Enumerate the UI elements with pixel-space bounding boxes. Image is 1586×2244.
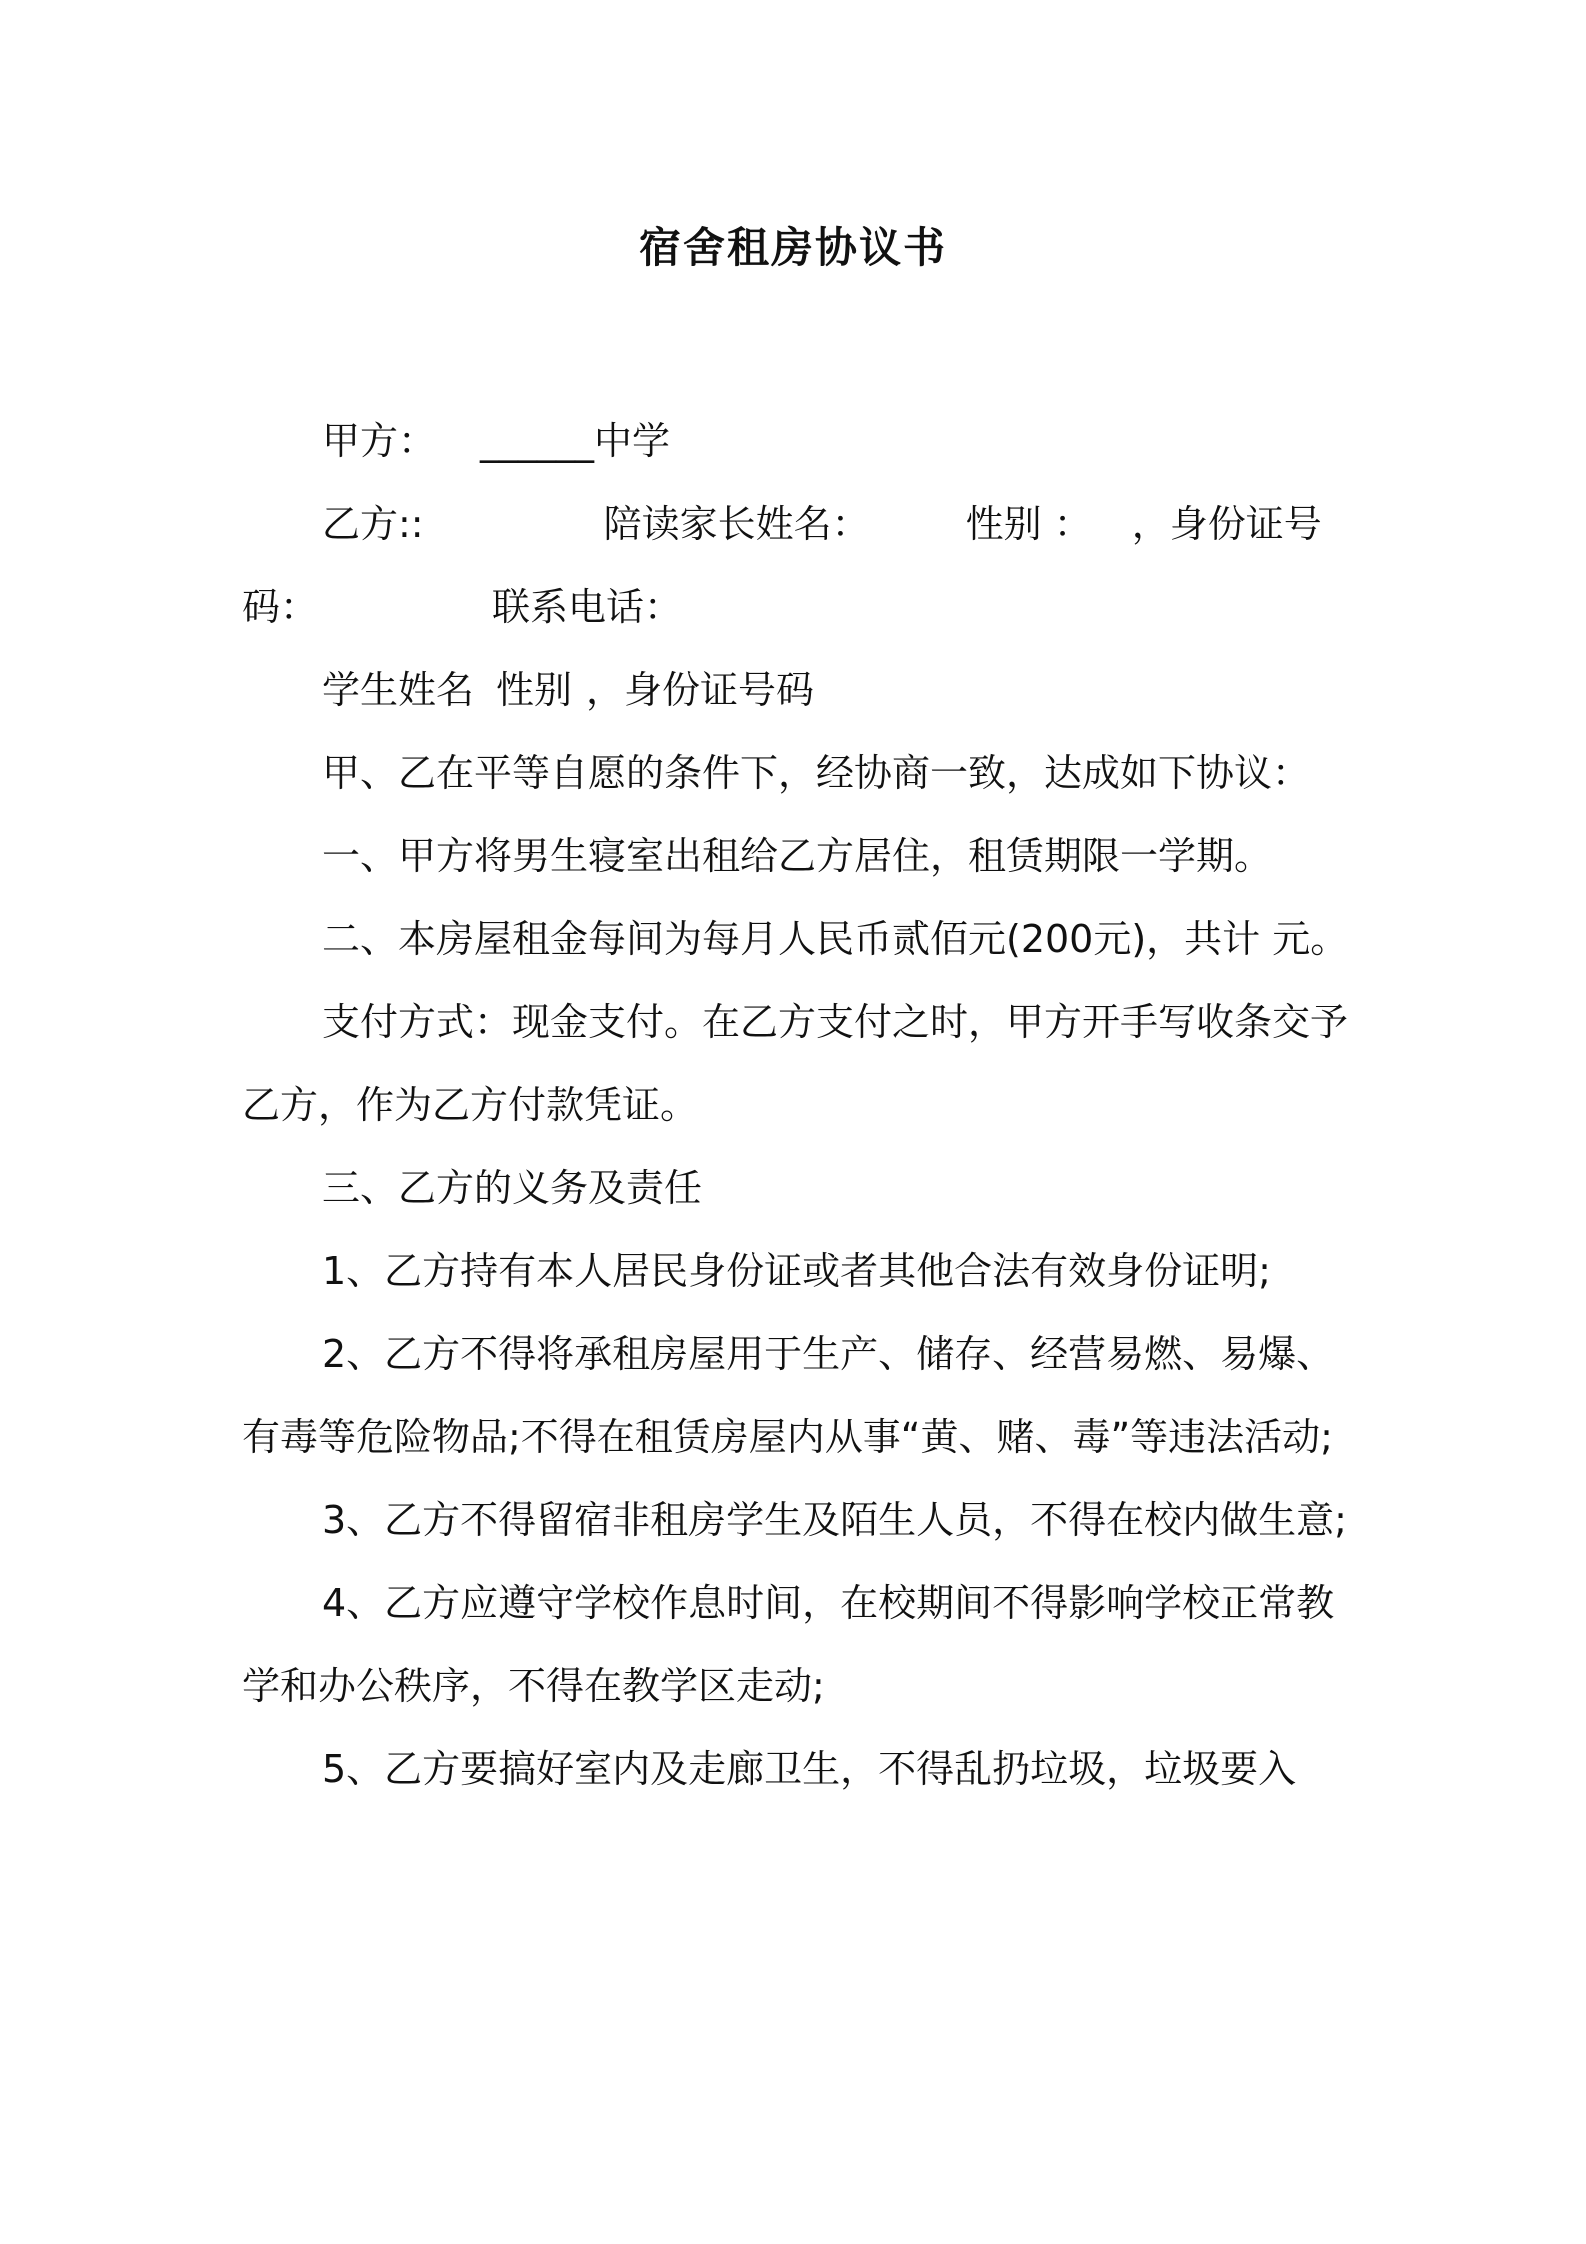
clause-3-item-3: 3、乙方不得留宿非租房学生及陌生人员，不得在校内做生意;	[322, 1498, 1347, 1542]
student-gender-label: 性别	[496, 668, 573, 712]
party-b-label: 乙方::	[322, 502, 424, 546]
clause-3-item-5: 5、乙方要搞好室内及走廊卫生，不得乱扔垃圾，垃圾要入	[322, 1747, 1297, 1791]
parent-phone-label: 联系电话：	[492, 585, 683, 629]
payment-method: 支付方式：现金支付。在乙方支付之时，甲方开手写收条交予乙方，作为乙方付款凭证。	[242, 1000, 1349, 1127]
parent-name-label: 陪读家长姓名：	[603, 502, 870, 546]
agreement-intro: 甲、乙在平等自愿的条件下，经协商一致，达成如下协议：	[322, 751, 1311, 795]
document-title: 宿舍租房协议书	[638, 223, 947, 272]
party-a-value: 中学	[594, 419, 671, 463]
student-line	[242, 649, 1362, 732]
clause-2: 二、本房屋租金每间为每月人民币贰佰元(200元)，共计 元。	[322, 917, 1349, 961]
parent-id-label-cont: 码：	[242, 585, 319, 629]
clause-3-item-4: 4、乙方应遵守学校作息时间，在校期间不得影响学校正常教学和办公秩序，不得在教学区走动;	[242, 1581, 1335, 1708]
party-a-line	[242, 400, 1362, 483]
clause-3-item-2: 2、乙方不得将承租房屋用于生产、储存、经营易燃、易爆、有毒等危险物品;不得在租赁房屋内从事“黄、赌、毒”等违法活动;	[242, 1332, 1335, 1459]
party-a-blank: ______	[480, 419, 595, 463]
student-id-label: ，身份证号码	[586, 668, 815, 712]
document-body	[242, 400, 1362, 1811]
party-a-label: 甲方：	[322, 419, 437, 463]
clause-1: 一、甲方将男生寝室出租给乙方居住，租赁期限一学期。	[322, 834, 1273, 878]
parent-id-label: ，身份证号	[1131, 502, 1322, 546]
party-b-line	[242, 483, 1362, 649]
parent-gender-label: 性别 ：	[965, 502, 1092, 546]
student-name-label: 学生姓名	[322, 668, 475, 712]
clause-3-item-1: 1、乙方持有本人居民身份证或者其他合法有效身份证明;	[322, 1249, 1271, 1293]
clause-3-heading: 三、乙方的义务及责任	[322, 1166, 703, 1210]
